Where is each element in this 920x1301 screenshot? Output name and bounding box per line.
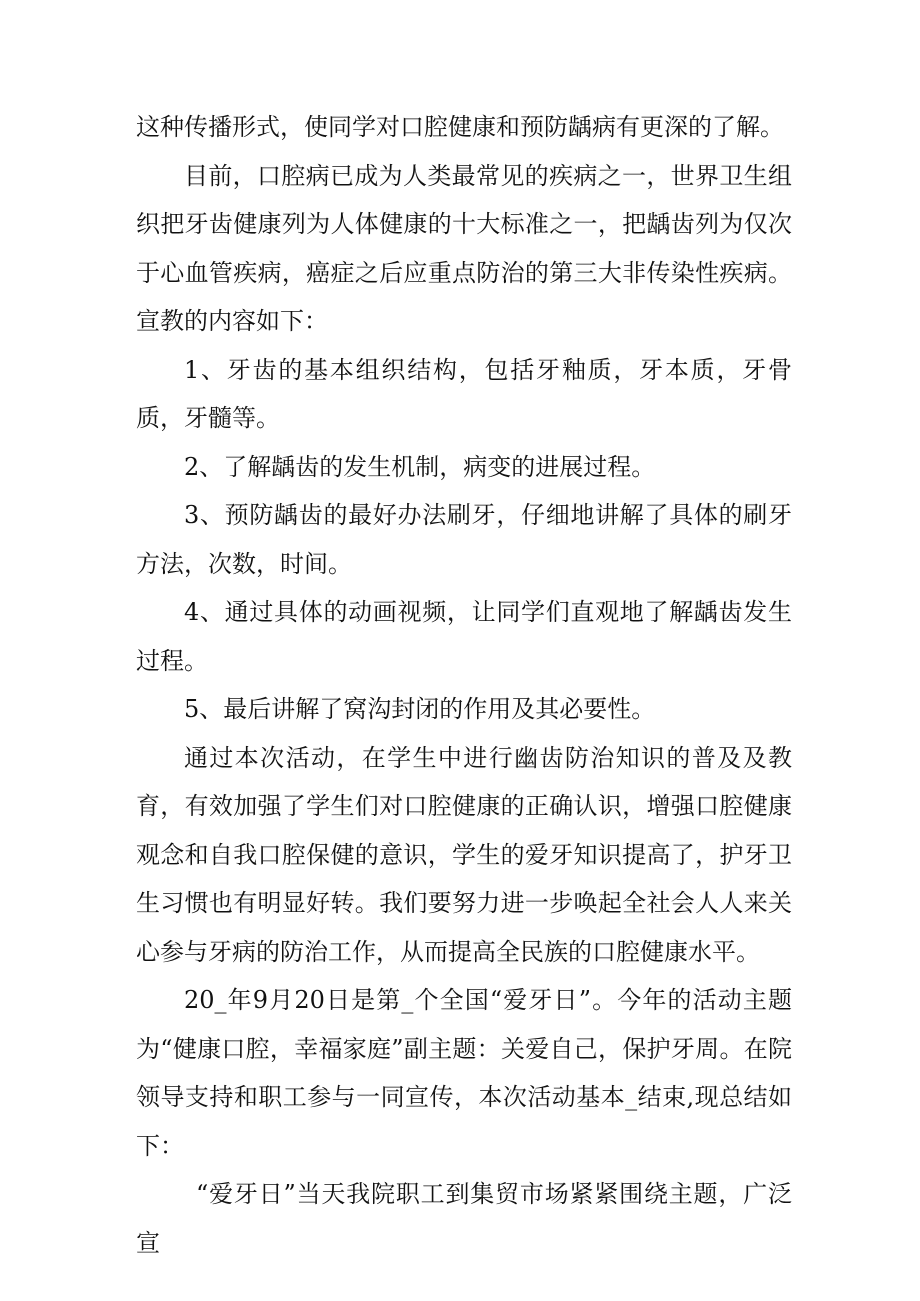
list-item-4: 4、通过具体的动画视频，让同学们直观地了解龋齿发生过程。	[136, 598, 792, 675]
paragraph-continuation: 这种传播形式，使同学对口腔健康和预防龋病有更深的了解。	[136, 113, 784, 141]
paragraph-oral-disease-intro: 目前，口腔病已成为人类最常见的疾病之一，世界卫生组织把牙齿健康列为人体健康的十大标准之一，把龋齿列为仅次于心血管疾病，癌症之后应重点防治的第三大非传染性疾病。宣教的内容如下：	[136, 161, 792, 335]
paragraph-love-teeth-day: 20_年9月20日是第_个全国“爱牙日”。今年的活动主题为“健康口腔，幸福家庭”副主题：关爱自己，保护牙周。在院领导支持和职工参与一同宣传，本次活动基本_结束,现总结如下：	[136, 986, 792, 1160]
list-item-1: 1、牙齿的基本组织结构，包括牙釉质，牙本质，牙骨质，牙髓等。	[136, 355, 792, 432]
paragraph-activity-summary: 通过本次活动，在学生中进行幽齿防治知识的普及及教育，有效加强了学生们对口腔健康的正确认识，增强口腔健康观念和自我口腔保健的意识，学生的爱牙知识提高了，护牙卫生习惯也有明显好转。我们要努力进一步唤起全社会人人来关心参与牙病的防治工作，从而提高全民族的口腔健康水平。	[136, 743, 792, 966]
document-body	[136, 103, 792, 1267]
list-item-5: 5、最后讲解了窝沟封闭的作用及其必要性。	[184, 695, 656, 723]
list-item-2: 2、了解龋齿的发生机制，病变的进展过程。	[184, 452, 656, 481]
list-item-3: 3、预防龋齿的最好办法刷牙，仔细地讲解了具体的刷牙方法，次数，时间。	[136, 501, 792, 578]
paragraph-love-teeth-day-detail: “爱牙日”当天我院职工到集贸市场紧紧围绕主题，广泛宣	[136, 1180, 792, 1257]
